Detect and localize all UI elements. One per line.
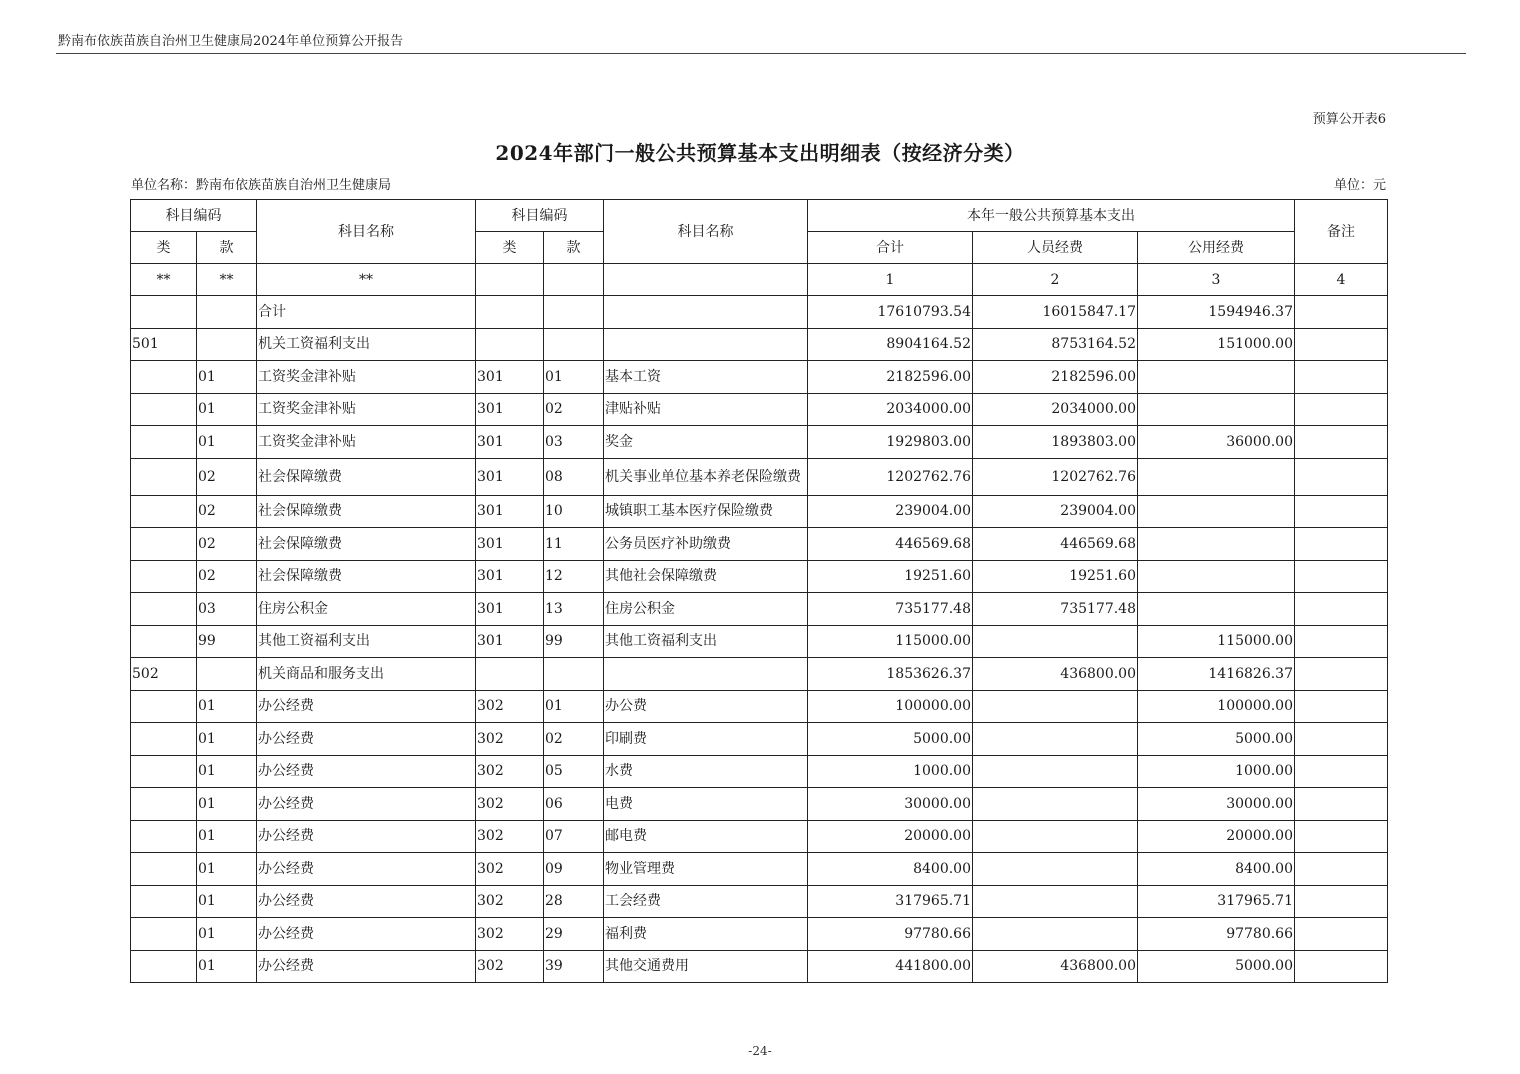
econ-item-cell: 01 (544, 690, 604, 723)
table-row (131, 458, 1388, 495)
econ-name-cell: 邮电费 (604, 820, 808, 853)
table-row (131, 361, 1388, 394)
econ-item-cell (544, 328, 604, 361)
class-cell (131, 755, 197, 788)
econ-item-cell: 99 (544, 625, 604, 658)
item-cell: 01 (197, 950, 257, 983)
econ-name-cell: 其他交通费用 (604, 950, 808, 983)
subject-name-cell: 办公经费 (257, 755, 476, 788)
remarks-cell (1295, 560, 1388, 593)
remarks-cell (1295, 788, 1388, 821)
header-row-1 (131, 200, 1388, 232)
personnel-cell (973, 755, 1138, 788)
subject-name-cell: 社会保障缴费 (257, 560, 476, 593)
econ-item-cell: 02 (544, 393, 604, 426)
econ-item-cell: 11 (544, 528, 604, 561)
econ-class-cell: 301 (476, 458, 544, 495)
subject-name-cell: 机关商品和服务支出 (257, 658, 476, 691)
econ-class-cell: 301 (476, 393, 544, 426)
public-cell: 30000.00 (1138, 788, 1295, 821)
public-cell: 97780.66 (1138, 918, 1295, 951)
remarks-cell (1295, 755, 1388, 788)
remarks-cell (1295, 495, 1388, 528)
econ-class-cell: 302 (476, 885, 544, 918)
personnel-cell: 2034000.00 (973, 393, 1138, 426)
personnel-cell: 446569.68 (973, 528, 1138, 561)
table-row (131, 658, 1388, 691)
page-number: -24- (748, 1044, 772, 1058)
subject-name-cell: 工资奖金津补贴 (257, 426, 476, 459)
item-cell: 01 (197, 393, 257, 426)
econ-name-header: 科目名称 (604, 200, 808, 264)
table-row (131, 918, 1388, 951)
subject-name-cell: 合计 (257, 296, 476, 329)
econ-item-cell: 08 (544, 458, 604, 495)
public-cell: 5000.00 (1138, 723, 1295, 756)
personnel-cell: 735177.48 (973, 593, 1138, 626)
econ-item-header: 款 (544, 232, 604, 264)
public-cell: 100000.00 (1138, 690, 1295, 723)
budget-detail-table (130, 199, 1388, 983)
econ-name-cell (604, 296, 808, 329)
class-cell (131, 950, 197, 983)
class-cell (131, 625, 197, 658)
index-cell: 3 (1138, 264, 1295, 296)
total-cell: 1853626.37 (808, 658, 973, 691)
econ-item-cell: 28 (544, 885, 604, 918)
econ-item-cell: 29 (544, 918, 604, 951)
public-cell (1138, 393, 1295, 426)
item-cell: 99 (197, 625, 257, 658)
subject-name-cell: 社会保障缴费 (257, 495, 476, 528)
class-cell (131, 593, 197, 626)
class-cell (131, 361, 197, 394)
class-cell (131, 690, 197, 723)
item-cell: 01 (197, 723, 257, 756)
personnel-cell: 19251.60 (973, 560, 1138, 593)
econ-name-cell: 津贴补贴 (604, 393, 808, 426)
total-cell: 2182596.00 (808, 361, 973, 394)
subject-name-header: 科目名称 (257, 200, 476, 264)
unit-currency: 单位：元 (1333, 178, 1386, 193)
personnel-cell: 1893803.00 (973, 426, 1138, 459)
subject-name-cell: 住房公积金 (257, 593, 476, 626)
remarks-cell (1295, 296, 1388, 329)
table-row (131, 560, 1388, 593)
total-cell: 441800.00 (808, 950, 973, 983)
econ-name-cell: 印刷费 (604, 723, 808, 756)
remarks-cell (1295, 820, 1388, 853)
total-cell: 735177.48 (808, 593, 973, 626)
item-cell: 02 (197, 495, 257, 528)
item-cell: 01 (197, 918, 257, 951)
public-cell (1138, 458, 1295, 495)
personnel-cell (973, 885, 1138, 918)
remarks-cell (1295, 950, 1388, 983)
class-cell (131, 820, 197, 853)
econ-class-cell: 301 (476, 593, 544, 626)
econ-item-cell: 09 (544, 853, 604, 886)
table-row (131, 755, 1388, 788)
item-cell: 01 (197, 885, 257, 918)
personnel-cell: 1202762.76 (973, 458, 1138, 495)
econ-class-cell (476, 296, 544, 329)
table-row (131, 593, 1388, 626)
econ-name-cell: 公务员医疗补助缴费 (604, 528, 808, 561)
class-cell (131, 918, 197, 951)
subject-code-header: 科目编码 (131, 200, 257, 232)
index-cell (544, 264, 604, 296)
personnel-cell: 2182596.00 (973, 361, 1138, 394)
item-cell: 02 (197, 458, 257, 495)
econ-class-cell (476, 328, 544, 361)
econ-class-cell: 302 (476, 788, 544, 821)
total-cell: 2034000.00 (808, 393, 973, 426)
class-header: 类 (131, 232, 197, 264)
econ-name-cell: 其他社会保障缴费 (604, 560, 808, 593)
subject-name-cell: 办公经费 (257, 788, 476, 821)
remarks-cell (1295, 853, 1388, 886)
index-cell: ** (257, 264, 476, 296)
econ-class-cell: 301 (476, 625, 544, 658)
item-cell (197, 296, 257, 329)
econ-name-cell: 城镇职工基本医疗保险缴费 (604, 495, 808, 528)
item-cell: 02 (197, 560, 257, 593)
remarks-cell (1295, 885, 1388, 918)
econ-class-cell: 301 (476, 426, 544, 459)
econ-class-cell: 302 (476, 723, 544, 756)
personnel-cell (973, 723, 1138, 756)
remarks-cell (1295, 528, 1388, 561)
subject-name-cell: 工资奖金津补贴 (257, 361, 476, 394)
econ-class-cell: 301 (476, 495, 544, 528)
class-cell (131, 723, 197, 756)
report-title: 2024年部门一般公共预算基本支出明细表（按经济分类） (495, 141, 1025, 165)
econ-name-cell: 物业管理费 (604, 853, 808, 886)
index-cell: ** (197, 264, 257, 296)
public-cell: 151000.00 (1138, 328, 1295, 361)
total-cell: 19251.60 (808, 560, 973, 593)
subject-name-cell: 社会保障缴费 (257, 528, 476, 561)
index-cell: 2 (973, 264, 1138, 296)
personnel-cell: 436800.00 (973, 658, 1138, 691)
public-cell: 115000.00 (1138, 625, 1295, 658)
remarks-cell (1295, 690, 1388, 723)
item-cell: 01 (197, 361, 257, 394)
subject-name-cell: 办公经费 (257, 820, 476, 853)
public-cell: 8400.00 (1138, 853, 1295, 886)
econ-name-cell: 奖金 (604, 426, 808, 459)
econ-code-header: 科目编码 (476, 200, 604, 232)
table-row (131, 625, 1388, 658)
class-cell (131, 426, 197, 459)
public-cell (1138, 560, 1295, 593)
econ-class-cell: 302 (476, 755, 544, 788)
econ-class-cell: 301 (476, 361, 544, 394)
econ-name-cell: 其他工资福利支出 (604, 625, 808, 658)
public-cell: 36000.00 (1138, 426, 1295, 459)
econ-item-cell: 12 (544, 560, 604, 593)
table-row (131, 495, 1388, 528)
unit-name: 单位名称：黔南布依族苗族自治州卫生健康局 (131, 178, 392, 193)
personnel-cell (973, 820, 1138, 853)
item-cell: 01 (197, 788, 257, 821)
table-row (131, 690, 1388, 723)
subject-name-cell: 社会保障缴费 (257, 458, 476, 495)
econ-item-cell (544, 658, 604, 691)
econ-name-cell: 机关事业单位基本养老保险缴费 (604, 458, 808, 495)
total-cell: 17610793.54 (808, 296, 973, 329)
econ-name-cell: 水费 (604, 755, 808, 788)
index-cell: 4 (1295, 264, 1388, 296)
public-cell: 20000.00 (1138, 820, 1295, 853)
subject-name-cell: 工资奖金津补贴 (257, 393, 476, 426)
personnel-cell (973, 690, 1138, 723)
subject-name-cell: 办公经费 (257, 723, 476, 756)
remarks-cell (1295, 458, 1388, 495)
subject-name-cell: 办公经费 (257, 885, 476, 918)
total-cell: 1202762.76 (808, 458, 973, 495)
subject-name-cell: 办公经费 (257, 918, 476, 951)
econ-name-cell (604, 658, 808, 691)
table-row (131, 820, 1388, 853)
total-cell: 30000.00 (808, 788, 973, 821)
index-row (131, 264, 1388, 296)
table-row (131, 528, 1388, 561)
personnel-cell: 239004.00 (973, 495, 1138, 528)
remarks-cell (1295, 328, 1388, 361)
econ-item-cell: 01 (544, 361, 604, 394)
header-rule (56, 53, 1466, 54)
econ-item-cell: 02 (544, 723, 604, 756)
econ-class-cell: 301 (476, 560, 544, 593)
public-cell: 1000.00 (1138, 755, 1295, 788)
unit-line (131, 174, 1386, 193)
personnel-cell (973, 853, 1138, 886)
total-cell: 8400.00 (808, 853, 973, 886)
total-cell: 239004.00 (808, 495, 973, 528)
item-cell: 01 (197, 426, 257, 459)
personnel-header: 人员经费 (973, 232, 1138, 264)
public-cell (1138, 528, 1295, 561)
econ-class-cell: 302 (476, 690, 544, 723)
class-cell: 501 (131, 328, 197, 361)
index-cell (476, 264, 544, 296)
running-header-title: 黔南布依族苗族自治州卫生健康局2024年单位预算公开报告 (58, 34, 404, 49)
total-cell: 100000.00 (808, 690, 973, 723)
table-row (131, 296, 1388, 329)
total-header: 合计 (808, 232, 973, 264)
remarks-cell (1295, 625, 1388, 658)
item-cell: 01 (197, 755, 257, 788)
econ-name-cell: 基本工资 (604, 361, 808, 394)
econ-class-cell: 301 (476, 528, 544, 561)
item-cell (197, 658, 257, 691)
remarks-cell (1295, 658, 1388, 691)
total-cell: 5000.00 (808, 723, 973, 756)
table-row (131, 426, 1388, 459)
class-cell (131, 853, 197, 886)
econ-item-cell: 05 (544, 755, 604, 788)
public-cell: 5000.00 (1138, 950, 1295, 983)
table-row (131, 853, 1388, 886)
total-cell: 1929803.00 (808, 426, 973, 459)
remarks-cell (1295, 723, 1388, 756)
econ-item-cell (544, 296, 604, 329)
total-cell: 8904164.52 (808, 328, 973, 361)
class-cell (131, 458, 197, 495)
subject-name-cell: 其他工资福利支出 (257, 625, 476, 658)
table-row (131, 788, 1388, 821)
econ-class-cell: 302 (476, 918, 544, 951)
total-cell: 1000.00 (808, 755, 973, 788)
item-cell: 01 (197, 820, 257, 853)
class-cell: 502 (131, 658, 197, 691)
econ-class-cell: 302 (476, 950, 544, 983)
total-cell: 20000.00 (808, 820, 973, 853)
econ-class-cell (476, 658, 544, 691)
econ-class-cell: 302 (476, 820, 544, 853)
class-cell (131, 393, 197, 426)
public-cell: 1416826.37 (1138, 658, 1295, 691)
item-cell (197, 328, 257, 361)
econ-name-cell (604, 328, 808, 361)
public-cell (1138, 361, 1295, 394)
econ-item-cell: 06 (544, 788, 604, 821)
table-number: 预算公开表6 (1312, 112, 1386, 127)
table-row (131, 393, 1388, 426)
class-cell (131, 296, 197, 329)
remarks-header: 备注 (1295, 200, 1388, 264)
public-cell: 317965.71 (1138, 885, 1295, 918)
table-row (131, 885, 1388, 918)
index-cell: 1 (808, 264, 973, 296)
econ-item-cell: 07 (544, 820, 604, 853)
personnel-cell: 16015847.17 (973, 296, 1138, 329)
remarks-cell (1295, 426, 1388, 459)
item-cell: 03 (197, 593, 257, 626)
table-row (131, 950, 1388, 983)
econ-name-cell: 电费 (604, 788, 808, 821)
table-row (131, 723, 1388, 756)
remarks-cell (1295, 393, 1388, 426)
econ-item-cell: 39 (544, 950, 604, 983)
personnel-cell (973, 788, 1138, 821)
personnel-cell (973, 625, 1138, 658)
remarks-cell (1295, 918, 1388, 951)
econ-name-cell: 住房公积金 (604, 593, 808, 626)
econ-name-cell: 工会经费 (604, 885, 808, 918)
remarks-cell (1295, 593, 1388, 626)
expenditure-group-header: 本年一般公共预算基本支出 (808, 200, 1295, 232)
personnel-cell (973, 918, 1138, 951)
class-cell (131, 560, 197, 593)
econ-item-cell: 03 (544, 426, 604, 459)
subject-name-cell: 机关工资福利支出 (257, 328, 476, 361)
item-header: 款 (197, 232, 257, 264)
total-cell: 97780.66 (808, 918, 973, 951)
class-cell (131, 495, 197, 528)
index-cell: ** (131, 264, 197, 296)
public-cell (1138, 495, 1295, 528)
total-cell: 317965.71 (808, 885, 973, 918)
total-cell: 446569.68 (808, 528, 973, 561)
econ-item-cell: 13 (544, 593, 604, 626)
public-header: 公用经费 (1138, 232, 1295, 264)
public-cell: 1594946.37 (1138, 296, 1295, 329)
class-cell (131, 528, 197, 561)
subject-name-cell: 办公经费 (257, 690, 476, 723)
class-cell (131, 788, 197, 821)
personnel-cell: 436800.00 (973, 950, 1138, 983)
total-cell: 115000.00 (808, 625, 973, 658)
subject-name-cell: 办公经费 (257, 950, 476, 983)
class-cell (131, 885, 197, 918)
econ-class-header: 类 (476, 232, 544, 264)
item-cell: 01 (197, 853, 257, 886)
table-row (131, 328, 1388, 361)
item-cell: 01 (197, 690, 257, 723)
subject-name-cell: 办公经费 (257, 853, 476, 886)
econ-item-cell: 10 (544, 495, 604, 528)
item-cell: 02 (197, 528, 257, 561)
econ-class-cell: 302 (476, 853, 544, 886)
index-cell (604, 264, 808, 296)
econ-name-cell: 福利费 (604, 918, 808, 951)
remarks-cell (1295, 361, 1388, 394)
personnel-cell: 8753164.52 (973, 328, 1138, 361)
public-cell (1138, 593, 1295, 626)
econ-name-cell: 办公费 (604, 690, 808, 723)
